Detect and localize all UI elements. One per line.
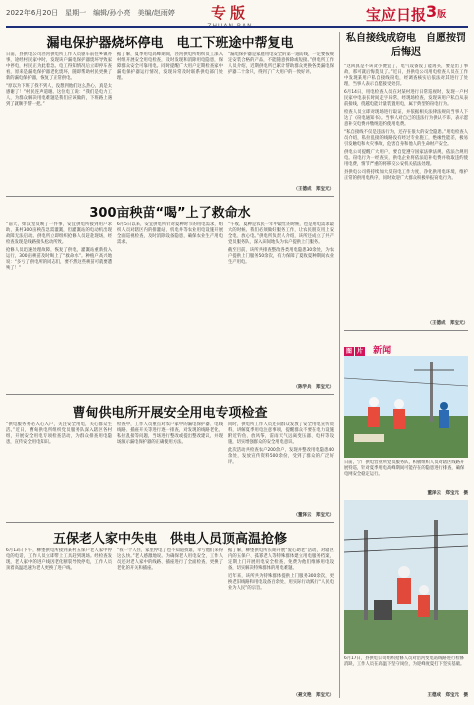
byline-1: （王德成 郑宝元） [293, 187, 334, 192]
paragraph [6, 422, 112, 510]
paragraph-text: “这回真是不该贪小便宜了，电气设备没了能再买，要是出了事故，那可就后悔莫及了。”近日，县供电公司用电检查人员在工作中发现某用户私自接线窃电，经调查核实后依法对其进行了处理，当事人表示自愿接受处罚。 [344, 64, 468, 87]
article-headline-2: 300亩秧苗“喝”上了救命水 [89, 206, 251, 221]
paragraph [228, 548, 334, 690]
photo-caption-1: 日前，宁广供电营业所党员服务队，积极组织人员对辖区线路开展特巡，针对夏季用电高峰期间可能存在的隐患进行排查，确保电网安全稳定运行。 [344, 460, 465, 477]
article-body-3 [6, 422, 334, 510]
article-headline-3: 曹甸供电所开展安全用电专项检查 [72, 406, 268, 421]
divider [6, 394, 334, 395]
paragraph-text: “私自接线不仅是违法行为，还存在很大的安全隐患。”用电检查人员介绍，私拉乱接的线路没有经过专业施工，绝缘性能差，极易引发触电和火灾事故，危害自身和他人的生命财产安全。 [344, 130, 468, 147]
photo-news-badge-left: 图 [346, 348, 353, 355]
article-body-4 [6, 548, 334, 690]
paragraph-text: “供电服务务必入心入户，关注安全用电，关心群众生活。”近日，曹甸供电所组织党员服务队深入辖区各村组，开展安全用电专项检查活动，为群众排查用电隐患，宣传安全用电知识。 [6, 422, 112, 445]
page-num: 3 [426, 2, 438, 21]
article-headline-4: 五保老人家中失电 供电人员顶高温抢修 [52, 532, 287, 547]
paragraph-text: 抢修人员迅速处理故障，恢复了供电，灌溉站重新投入运行，300亩秧苗及时喝上了“救命水”。种植户高兴地说：“多亏了供电所的同志们，要不然这些秧苗可就要遭殃了！” [6, 248, 112, 271]
paragraph-text: “漏电保护器是家庭用电安全的第一道防线，一定要按规定安装合格的产品，不能随意拆除或短接。”供电所工作人员介绍，近期供电所已累计帮助群众更换各类漏电保护器二十余只，得到了广大用户的一致好评。 [228, 52, 334, 75]
byline-2: （陈学兵 郑宝元） [293, 385, 334, 390]
page-number [426, 2, 446, 21]
article-headline-5: 私自接线成窃电 自愿按罚后悔迟 [346, 33, 466, 58]
column-divider [339, 32, 340, 698]
section-cn: 专版 [210, 4, 249, 22]
article-body-1 [6, 52, 334, 184]
divider [6, 522, 334, 523]
paragraph-text: 据了解，柳堡供电所长期开展“爱心助老”活动，对辖区内的五保户、孤寡老人等特殊群体建立用电服务档案，定期上门开展用电安全检查，免费为他们维修用电设备，切实解决特殊群体的用电难题。 [228, 548, 334, 571]
paragraph [228, 422, 334, 510]
paragraph-text: “前天，柴汉堂反映了一件事，安宜供电所接到用户求助，某村300亩秧苗急需灌溉，但灌溉站的电动机出现故障无法启动。供电所立即组织抢修人员赶赴现场，经检查发现是线路接头松动所致。 [6, 222, 112, 245]
paragraph-text: “午收、夏种是农民一年中最忙的时候，也是用电需求最大的时候。我们必须做好服务工作，让农民朋友用上安全电、放心电。”供电所负责人介绍，该所还成立了共产党员服务队，深入田间地头为农户提供上门服务。 [228, 222, 334, 245]
photo-byline-1: 董泽云 郑宝元 摄 [427, 491, 468, 496]
paragraph-text: 日前，县供电公司泾河供电所工作人员驱车前往乡镇办事，途经村民家中时，发现该户漏电保护器烧坏导致家中停电，村民正为此着急。电工得知情况后立即停车查看，原来是漏电保护器老化烧坏，随即帮助村民更换了新的漏电保护器，恢复了正常供电。 [6, 52, 112, 81]
photo-news-badge-right: 片 [357, 348, 364, 355]
paragraph-text: 此次活动共检查农户200余户，发现并整改用电隐患40余处，发放宣传资料500余份，受到了群众的广泛好评。 [228, 448, 334, 465]
paragraph-text: 检查中，工作人员重点对农户家中的漏电保护器、电线线路、插座开关等进行逐一排查，对发现的线路老化、私拉乱接等问题，当场进行整改或提出整改建议，并现场演示漏电保护器的正确使用方法。 [117, 422, 223, 445]
paragraph-text: 6月13日下午，柳堡供电所接到某村五保户老人家中停电的电话，工作人员立即带上工具赶到现场。经检查发现，老人家中的进户线因老化断裂导致停电，工作人员顶着高温迅速为老人更换了进户线。 [6, 548, 112, 571]
paragraph [228, 52, 334, 184]
paragraph-text: 同时，供电所工作人员还向群众发放了安全用电宣传资料，讲解夏季用电注意事项，提醒群众不要在电力设施附近钓鱼、放风筝，雷雨天气远离变压器、电杆等设施，切实增强群众的安全用电意识。 [228, 422, 334, 445]
photo-substation-work [344, 500, 468, 654]
paragraph [6, 52, 112, 184]
paragraph-text: 6月14日，用电检查人员在对某村进行日常巡视时，发现一户村民家中电表长时间走字异常，经现场检查，发现该用户私自从表前接线，绕越电能计量装置用电，属于典型的窃电行为。 [344, 90, 468, 107]
paragraph [6, 548, 112, 690]
byline-4: （聂文艳 郑宝元） [293, 693, 334, 698]
paragraph-text: 截至目前，该所共排查整改各类用电隐患30余处，为农户提供上门服务50余次，有力保障了夏收夏种期间农业生产用电。 [228, 248, 334, 265]
paragraph-text: 供电公司提醒广大用户，要自觉遵守国家法律法规，依法合规用电。窃电行为一经查实，供电企业将依法追补电费并收取违约使用电费，情节严重的将移交公安机关依法处理。 [344, 150, 468, 167]
paragraph [117, 422, 223, 510]
paragraph [117, 52, 223, 184]
paragraph-text: “原以为下班了找不到人，没想到他们这么热心，真是太感谢了！”村民连声道谢。这位电工说：“我们是电力工人，为群众解决用电难题是我们应该做的，下班路上遇到了就顺手帮一把。” [6, 84, 112, 107]
article-body-5 [344, 64, 468, 318]
photo-field-work [344, 356, 468, 458]
photo-byline-2: 王德成 郑宝元 摄 [427, 693, 468, 698]
photo-caption-2: 6月17日，县供电公司组织抢修人员对沿河变电站线路进行检修消缺，工作人员在高温下坚守岗位，为迎峰度夏打下坚实基础。 [344, 656, 465, 667]
paper-name: 宝应日报 [366, 6, 427, 24]
paragraph-text: 近年来，该所共为特殊群体提供上门服务300余次，更换老旧线路和用电设备百余处，用实际行动践行“人民电业为人民”的宗旨。 [228, 574, 334, 591]
article-headline-1: 漏电保护器烧坏停电 电工下班途中帮复电 [46, 36, 294, 51]
article-body-2 [6, 222, 334, 382]
paragraph-text: 据了解，夏季用电高峰期间，泾河供电所组织员工深入村组开展安全用电检查，及时发现和消除用电隐患，保障群众安全可靠用电。同时提醒广大用户定期检查家中漏电保护器运行情况，发现异常及时联系供电部门处理。 [117, 52, 223, 81]
byline-3: （董泽云 郑宝元） [293, 513, 334, 518]
paragraph-text: “我一个人住，家里停电了也不知道找谁，幸亏他们来得这么快。”老人感激地说。为确保老人用电安全，工作人员还对老人家中的线路、插座进行了全面检查，更换了老化的开关和插座。 [117, 548, 223, 571]
paragraph-text: 县供电公司将持续加大反窃电工作力度，净化供用电环境，维护正常的供用电秩序，同时欢迎广大群众积极举报窃电行为。 [344, 170, 468, 181]
page-suffix: 版 [437, 10, 447, 20]
paragraph-text: 检查人员立即对现场进行取证，并依据相关法律法规向当事人下达了《窃电通知书》。当事人对自己的违法行为供认不讳，表示愿意补交电费并缴纳违约使用电费。 [344, 110, 468, 127]
date-line: 2022年6月20日 星期一 编辑/孙小亮 美编/赵雨婷 [6, 9, 175, 17]
paragraph [6, 222, 112, 382]
header-rule [6, 26, 468, 28]
paragraph [117, 222, 223, 382]
paragraph-text: 6月5日以来，安宜供电所针对夏种时节的用电需求，组织人员对辖区内的排灌站、机电井等农业用电设施开展全面巡视检查，及时消除设备隐患，确保农业生产用电需求。 [117, 222, 223, 245]
photo-substation-illustration [344, 500, 468, 654]
divider [6, 196, 334, 197]
photo-workers-illustration [344, 356, 468, 458]
byline-5: （王德成 郑宝元） [427, 321, 468, 326]
paragraph [228, 222, 334, 382]
photo-news-tag [344, 338, 468, 356]
photo-news-title: 新闻 [373, 346, 392, 356]
divider [344, 330, 468, 331]
paragraph [117, 548, 223, 690]
